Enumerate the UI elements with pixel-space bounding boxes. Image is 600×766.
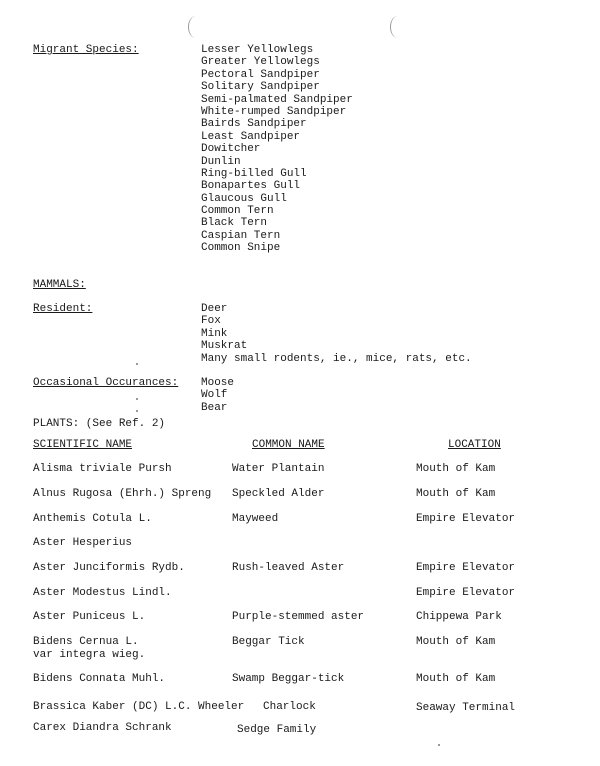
common-name: Mayweed (232, 513, 279, 525)
list-item: Fox (201, 315, 221, 328)
scientific-name: Alisma triviale Pursh (33, 463, 172, 475)
list-item: Semi-palmated Sandpiper (201, 93, 353, 106)
column-header-location: LOCATION (448, 439, 501, 451)
list-item: Black Tern (201, 217, 268, 230)
location: Seaway Terminal (416, 702, 516, 714)
common-name: Sedge Family (237, 724, 317, 736)
scientific-name-variety: var integra wieg. (33, 649, 146, 661)
column-header-common: COMMON NAME (252, 439, 325, 451)
list-item: Bear (201, 401, 228, 414)
list-item: Deer (201, 303, 228, 315)
location: Mouth of Kam (416, 673, 496, 685)
list-item: Moose (201, 377, 235, 389)
location: Chippewa Park (416, 611, 502, 623)
list-item: Muskrat (201, 340, 248, 353)
punch-hole-right (390, 16, 405, 38)
list-item: Common Snipe (201, 242, 281, 255)
common-name: Swamp Beggar-tick (232, 673, 345, 685)
location: Empire Elevator (416, 513, 516, 525)
list-item: Bonapartes Gull (201, 180, 301, 193)
list-item: Greater Yellowlegs (201, 56, 320, 69)
mammals-heading: MAMMALS: (33, 279, 86, 291)
list-item: Bairds Sandpiper (201, 118, 307, 131)
scientific-name: Alnus Rugosa (Ehrh.) Spreng (33, 488, 212, 500)
scan-speck (136, 363, 138, 365)
list-item: Mink (201, 327, 228, 340)
column-header-scientific: SCIENTIFIC NAME (33, 439, 133, 451)
scientific-name: Aster Puniceus L. (33, 611, 146, 623)
scientific-name: Anthemis Cotula L. (33, 513, 152, 525)
list-item: Lesser Yellowlegs (201, 44, 314, 56)
common-name: Water Plantain (232, 463, 325, 475)
location: Empire Elevator (416, 562, 516, 574)
list-item: Dunlin (201, 155, 241, 168)
list-item: White-rumped Sandpiper (201, 105, 347, 118)
migrant-species-label: Migrant Species: (33, 44, 139, 56)
location: Empire Elevator (416, 587, 516, 599)
list-item: Least Sandpiper (201, 130, 301, 143)
scan-speck (136, 410, 138, 412)
scientific-name: Brassica Kaber (DC) L.C. Wheeler (33, 701, 245, 713)
scientific-name: Bidens Cernua L. (33, 636, 139, 648)
occasional-list (201, 377, 234, 414)
scan-speck (438, 744, 440, 746)
common-name: Purple-stemmed aster (232, 611, 365, 623)
list-item: Glaucous Gull (201, 192, 287, 205)
common-name: Beggar Tick (232, 636, 305, 648)
list-item: Wolf (201, 389, 228, 402)
scientific-name: Bidens Connata Muhl. (33, 673, 166, 685)
list-item: Dowitcher (201, 143, 261, 156)
location: Mouth of Kam (416, 488, 496, 500)
scientific-name: Aster Modestus Lindl. (33, 587, 172, 599)
common-name: Speckled Alder (232, 488, 325, 500)
list-item: Common Tern (201, 205, 274, 218)
punch-hole-left (188, 16, 203, 38)
resident-label: Resident: (33, 303, 93, 315)
scan-speck (136, 398, 138, 400)
list-item: Ring-billed Gull (201, 167, 307, 180)
location: Mouth of Kam (416, 463, 496, 475)
list-item: Solitary Sandpiper (201, 81, 320, 94)
common-name: Charlock (263, 701, 316, 713)
migrant-species-list (201, 44, 353, 255)
plants-heading: PLANTS: (See Ref. 2) (33, 418, 166, 430)
location: Mouth of Kam (416, 636, 496, 648)
resident-list (201, 303, 472, 365)
scientific-name: Aster Junciformis Rydb. (33, 562, 185, 574)
occasional-label: Occasional Occurances: (33, 377, 179, 389)
list-item: Caspian Tern (201, 229, 281, 242)
common-name: Rush-leaved Aster (232, 562, 345, 574)
list-item: Many small rodents, ie., mice, rats, etc. (201, 352, 472, 365)
scientific-name: Aster Hesperius (33, 537, 133, 549)
list-item: Pectoral Sandpiper (201, 68, 320, 81)
scientific-name: Carex Diandra Schrank (33, 722, 172, 734)
